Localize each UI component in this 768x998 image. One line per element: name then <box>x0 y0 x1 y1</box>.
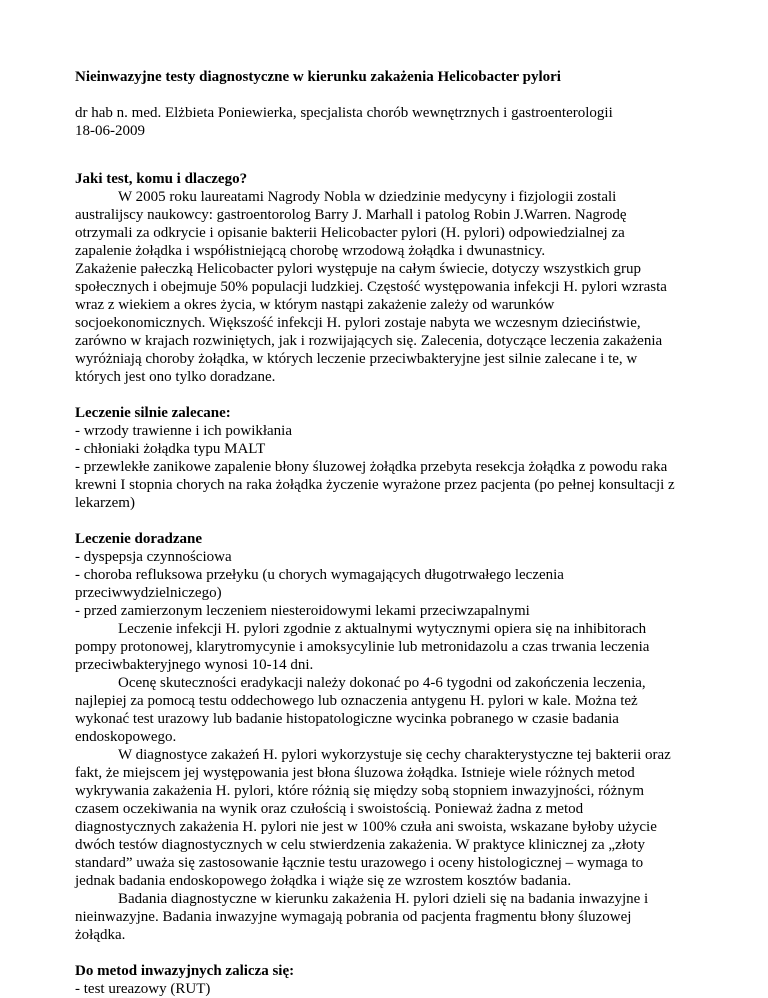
document-author: dr hab n. med. Elżbieta Poniewierka, specjalista chorób wewnętrznych i gastroenterologii <box>75 105 613 121</box>
list-item: - chłoniaki żołądka typu MALT <box>75 441 266 457</box>
section-heading: Jaki test, komu i dlaczego? <box>75 171 248 187</box>
paragraph-line: W 2005 roku laureatami Nagrody Nobla w dziedzinie medycyny i fizjologii zostali <box>118 189 617 205</box>
paragraph-line: W diagnostyce zakażeń H. pylori wykorzystuje się cechy charakterystyczne tej bakterii oraz <box>118 747 671 763</box>
paragraph-line: socjoekonomicznych. Większość infekcji H. pylori zostaje nabyta we wczesnym dzieciństwie, <box>75 315 641 331</box>
document-title: Nieinwazyjne testy diagnostyczne w kierunku zakażenia Helicobacter pylori <box>75 69 561 85</box>
list-item: - dyspepsja czynnościowa <box>75 549 232 565</box>
paragraph-line: dwóch testów diagnostycznych w celu stwierdzenia zakażenia. W praktyce klinicznej za „złoty <box>75 837 646 853</box>
section-heading: Leczenie silnie zalecane: <box>75 405 231 421</box>
list-item: - wrzody trawienne i ich powikłania <box>75 423 293 439</box>
paragraph-line: Ocenę skuteczności eradykacji należy dokonać po 4-6 tygodni od zakończenia leczenia, <box>118 675 646 691</box>
paragraph-line: otrzymali za odkrycie i opisanie bakterii Helicobacter pylori (H. pylori) odpowiedzialnej za <box>75 225 625 241</box>
list-item: przeciwwydzielniczego) <box>75 585 222 601</box>
paragraph-line: zarówno w krajach rozwiniętych, jak i rozwijających się. Zalecenia, dotyczące leczenia zakażenia <box>75 333 663 349</box>
paragraph-line: standard” uważa się zastosowanie łącznie testu urazowego i oceny histologicznej – wymaga to <box>75 855 644 871</box>
paragraph-line: których jest ono tylko doradzane. <box>75 369 276 385</box>
paragraph-line: endoskopowego. <box>75 729 177 745</box>
paragraph-line: Zakażenie pałeczką Helicobacter pylori występuje na całym świecie, dotyczy wszystkich grup <box>75 261 642 277</box>
list-item: - choroba refluksowa przełyku (u chorych wymagających długotrwałego leczenia <box>75 567 564 583</box>
spacer <box>75 944 701 962</box>
paragraph-line: diagnostycznych zakażenia H. pylori nie jest w 100% czuła ani swoista, wskazane byłoby użycie <box>75 819 657 835</box>
spacer <box>75 512 701 530</box>
paragraph-line: zapalenie żołądka i współistniejącą chorobę wrzodową żołądka i dwunastnicy. <box>75 243 546 259</box>
paragraph-line: wykrywania zakażenia H. pylori, które różnią się między sobą stopniem inwazyjności, różnym <box>75 783 644 799</box>
paragraph-line: żołądka. <box>75 927 126 943</box>
list-item: - przed zamierzonym leczeniem niesteroidowymi lekami przeciwzapalnymi <box>75 603 530 619</box>
paragraph-line: jednak badania endoskopowego żołądka i wiąże się ze wzrostem kosztów badania. <box>75 873 572 889</box>
list-item: - przewlekłe zanikowe zapalenie błony śluzowej żołądka przebyta resekcja żołądka z powodu raka <box>75 459 668 475</box>
document-date: 18-06-2009 <box>75 123 145 139</box>
list-item: - test ureazowy (RUT) <box>75 981 211 997</box>
document-body <box>75 170 701 998</box>
paragraph-line: przeciwbakteryjnego wynosi 10-14 dni. <box>75 657 314 673</box>
paragraph-line: fakt, że miejscem jej występowania jest błona śluzowa żołądka. Istnieje wiele różnych metod <box>75 765 635 781</box>
list-item: lekarzem) <box>75 495 135 511</box>
list-item: krewni I stopnia chorych na raka żołądka życzenie wyrażone przez pacjenta (po pełnej konsultacji z <box>75 477 675 493</box>
section-heading: Do metod inwazyjnych zalicza się: <box>75 963 295 979</box>
spacer <box>75 386 701 404</box>
paragraph-line: australijscy naukowcy: gastroentorolog Barry J. Marhall i patolog Robin J.Warren. Nagrodę <box>75 207 627 223</box>
paragraph-line: najlepiej za pomocą testu oddechowego lub oznaczenia antygenu H. pylori w kale. Można też <box>75 693 638 709</box>
paragraph-line: czasem oczekiwania na wynik oraz czułością i swoistością. Ponieważ żadna z metod <box>75 801 584 817</box>
paragraph-line: społecznych i obejmuje 50% populacji ludzkiej. Częstość występowania infekcji H. pylori wzrasta <box>75 279 667 295</box>
paragraph-line: wykonać test urazowy lub badanie histopatologiczne wycinka pobranego w czasie badania <box>75 711 619 727</box>
paragraph-line: wyróżniają choroby żołądka, w których leczenie przeciwbakteryjne jest silnie zalecane i te, w <box>75 351 638 367</box>
paragraph-line: wraz z wiekiem a okres życia, w którym nastąpi zakażenie zależy od warunków <box>75 297 555 313</box>
paragraph-line: Badania diagnostyczne w kierunku zakażenia H. pylori dzieli się na badania inwazyjne i <box>118 891 649 907</box>
section-heading: Leczenie doradzane <box>75 531 203 547</box>
paragraph-line: pompy protonowej, klarytromycynie i amoksycylinie lub metronidazolu a czas trwania leczenia <box>75 639 650 655</box>
paragraph-line: Leczenie infekcji H. pylori zgodnie z aktualnymi wytycznymi opiera się na inhibitorach <box>118 621 647 637</box>
paragraph-line: nieinwazyjne. Badania inwazyjne wymagają pobrania od pacjenta fragmentu błony śluzowej <box>75 909 632 925</box>
